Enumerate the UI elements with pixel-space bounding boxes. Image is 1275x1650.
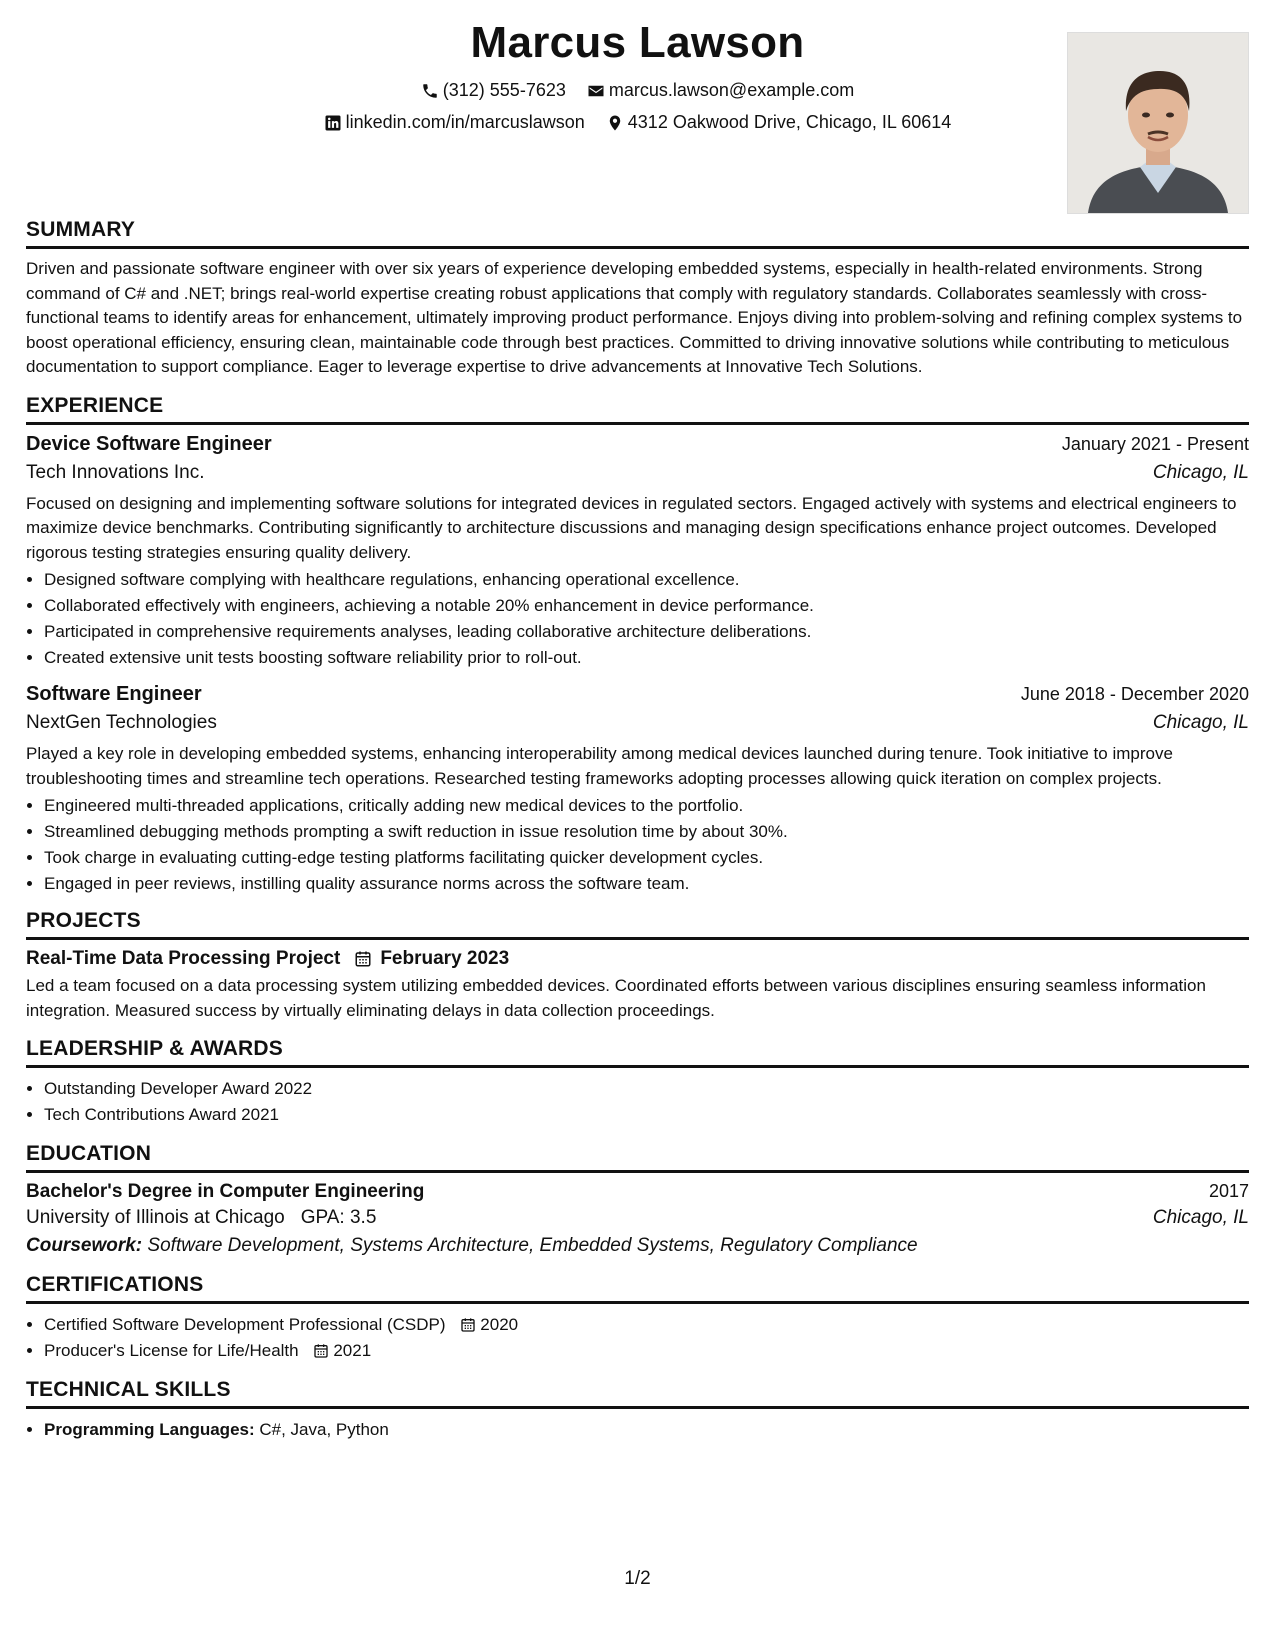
skills-section bbox=[26, 1378, 1249, 1443]
job-description: Played a key role in developing embedded systems, enhancing interoperability among medical devices launched during tenure. Took initiative to improve troubleshooting times and streamline tech operations. Researched testing frameworks adopting processes allowing quick iteration on complex projects. bbox=[26, 744, 1173, 788]
projects-heading: PROJECTS bbox=[26, 909, 1249, 940]
company-name: Tech Innovations Inc. bbox=[26, 461, 205, 483]
profile-photo bbox=[1067, 32, 1249, 214]
project-date: February 2023 bbox=[380, 948, 510, 969]
contact-line-2 bbox=[26, 112, 1249, 137]
bullet-item: • Collaborated effectively with engineers, achieving a notable 20% enhancement in device performance. bbox=[44, 593, 1249, 619]
bullet-item: • Engaged in peer reviews, instilling quality assurance norms across the software team. bbox=[44, 871, 1249, 897]
coursework bbox=[26, 1235, 1249, 1257]
skill-value: C#, Java, Python bbox=[259, 1420, 389, 1439]
bullet-item: • Took charge in evaluating cutting-edge testing platforms facilitating quicker development cycles. bbox=[44, 845, 1249, 871]
envelope-icon bbox=[587, 82, 605, 100]
summary-heading: SUMMARY bbox=[26, 218, 1249, 249]
email-contact[interactable] bbox=[587, 80, 854, 101]
experience-section bbox=[26, 394, 1249, 898]
summary-text: Driven and passionate software engineer with over six years of experience developing embedded systems, especially in health-related environments. Strong command of C# and .NET; brings real-world expertise creating robust applications that comply with regulatory standards. Collaborates seamlessly with cross-functional teams to identify areas for enhancement, ultimately improving product performance. Enjoys diving into problem-solving and refining complex systems to boost operational efficiency, ensuring clean, maintainable code through best practices. Committed to driving innovative solutions while contributing to meticulous documentation to support compliance. Eager to leverage expertise to drive advancements at Innovative Tech Solutions. bbox=[26, 259, 1243, 376]
calendar-icon bbox=[313, 1343, 329, 1359]
job-dates: January 2021 - Present bbox=[1061, 433, 1249, 454]
project-description: Led a team focused on a data processing system utilizing embedded devices. Coordinated efforts between various disciplines ensuring seamless information integration. Measured success by virtually eliminating delays in data collection proceedings. bbox=[26, 976, 1206, 1020]
school-location: Chicago, IL bbox=[1152, 1207, 1249, 1228]
address-contact bbox=[606, 112, 952, 133]
map-pin-icon bbox=[606, 114, 624, 132]
certifications-heading: CERTIFICATIONS bbox=[26, 1273, 1249, 1304]
page-number: 1/2 bbox=[624, 1568, 651, 1589]
skills-list bbox=[26, 1417, 1249, 1443]
certification-item bbox=[44, 1338, 1249, 1364]
job-bullets bbox=[26, 567, 1249, 671]
company-name: NextGen Technologies bbox=[26, 712, 217, 733]
bullet-item: • Designed software complying with healthcare regulations, enhancing operational excellence. bbox=[44, 567, 1249, 593]
awards-list bbox=[26, 1076, 1249, 1128]
certification-name: Producer's License for Life/Health bbox=[44, 1341, 299, 1360]
linkedin-text: linkedin.com/in/marcuslawson bbox=[345, 112, 585, 132]
email-text: marcus.lawson@example.com bbox=[608, 80, 855, 100]
certification-year: 2020 bbox=[480, 1315, 519, 1334]
project-name: Real-Time Data Processing Project bbox=[26, 948, 341, 969]
linkedin-icon bbox=[324, 114, 342, 132]
skill-item bbox=[44, 1417, 1249, 1443]
experience-heading: EXPERIENCE bbox=[26, 394, 1249, 425]
certifications-section bbox=[26, 1273, 1249, 1364]
summary-section bbox=[26, 218, 1249, 380]
phone-icon bbox=[421, 82, 439, 100]
award-item: • Tech Contributions Award 2021 bbox=[44, 1102, 1249, 1128]
skills-heading: TECHNICAL SKILLS bbox=[26, 1378, 1249, 1409]
bullet-item: • Participated in comprehensive requirements analyses, leading collaborative architecture deliberations. bbox=[44, 619, 1249, 645]
address-text: 4312 Oakwood Drive, Chicago, IL 60614 bbox=[627, 112, 952, 132]
phone-text: (312) 555-7623 bbox=[442, 80, 566, 100]
contact-line-1 bbox=[26, 80, 1249, 105]
calendar-icon bbox=[354, 950, 372, 968]
project-header bbox=[26, 948, 1249, 970]
job-title: Software Engineer bbox=[26, 683, 202, 705]
leadership-section bbox=[26, 1037, 1249, 1128]
experience-entry bbox=[26, 683, 1249, 897]
projects-section bbox=[26, 909, 1249, 1023]
experience-entry bbox=[26, 433, 1249, 672]
resume-header bbox=[26, 0, 1249, 218]
job-location: Chicago, IL bbox=[1152, 461, 1249, 483]
bullet-item: • Created extensive unit tests boosting software reliability prior to roll-out. bbox=[44, 645, 1249, 671]
skill-label: Programming Languages: bbox=[44, 1420, 255, 1439]
candidate-name: Marcus Lawson bbox=[470, 18, 805, 67]
job-bullets bbox=[26, 793, 1249, 897]
bullet-item: • Engineered multi-threaded applications, critically adding new medical devices to the portfolio. bbox=[44, 793, 1249, 819]
job-title: Device Software Engineer bbox=[26, 432, 272, 455]
job-description: Focused on designing and implementing software solutions for integrated devices in regulated sectors. Engaged actively with systems and electrical engineers to maximize device benchmarks. Contributing significantly to architecture discussions and managing design specifications enhance project outcomes. Developed rigorous testing strategies ensuring quality delivery. bbox=[26, 493, 1237, 562]
education-section bbox=[26, 1142, 1249, 1257]
bullet-item: • Streamlined debugging methods prompting a swift reduction in issue resolution time by about 30%. bbox=[44, 819, 1249, 845]
phone-contact[interactable] bbox=[421, 80, 566, 101]
coursework-list: Software Development, Systems Architecture, Embedded Systems, Regulatory Compliance bbox=[147, 1235, 918, 1256]
certification-year: 2021 bbox=[333, 1341, 372, 1360]
award-item: • Outstanding Developer Award 2022 bbox=[44, 1076, 1249, 1102]
certification-item bbox=[44, 1312, 1249, 1338]
degree-name: Bachelor's Degree in Computer Engineering bbox=[26, 1181, 425, 1202]
leadership-heading: LEADERSHIP & AWARDS bbox=[26, 1037, 1249, 1068]
job-dates: June 2018 - December 2020 bbox=[1020, 684, 1249, 704]
education-heading: EDUCATION bbox=[26, 1142, 1249, 1173]
linkedin-contact[interactable] bbox=[324, 112, 585, 133]
job-location: Chicago, IL bbox=[1152, 712, 1249, 733]
school-name: University of Illinois at Chicago bbox=[26, 1207, 285, 1228]
coursework-label: Coursework: bbox=[26, 1235, 143, 1256]
certifications-list bbox=[26, 1312, 1249, 1364]
calendar-icon bbox=[460, 1317, 476, 1333]
graduation-year: 2017 bbox=[1208, 1181, 1249, 1201]
gpa: GPA: 3.5 bbox=[300, 1207, 377, 1228]
certification-name: Certified Software Development Professional (CSDP) bbox=[44, 1315, 446, 1334]
